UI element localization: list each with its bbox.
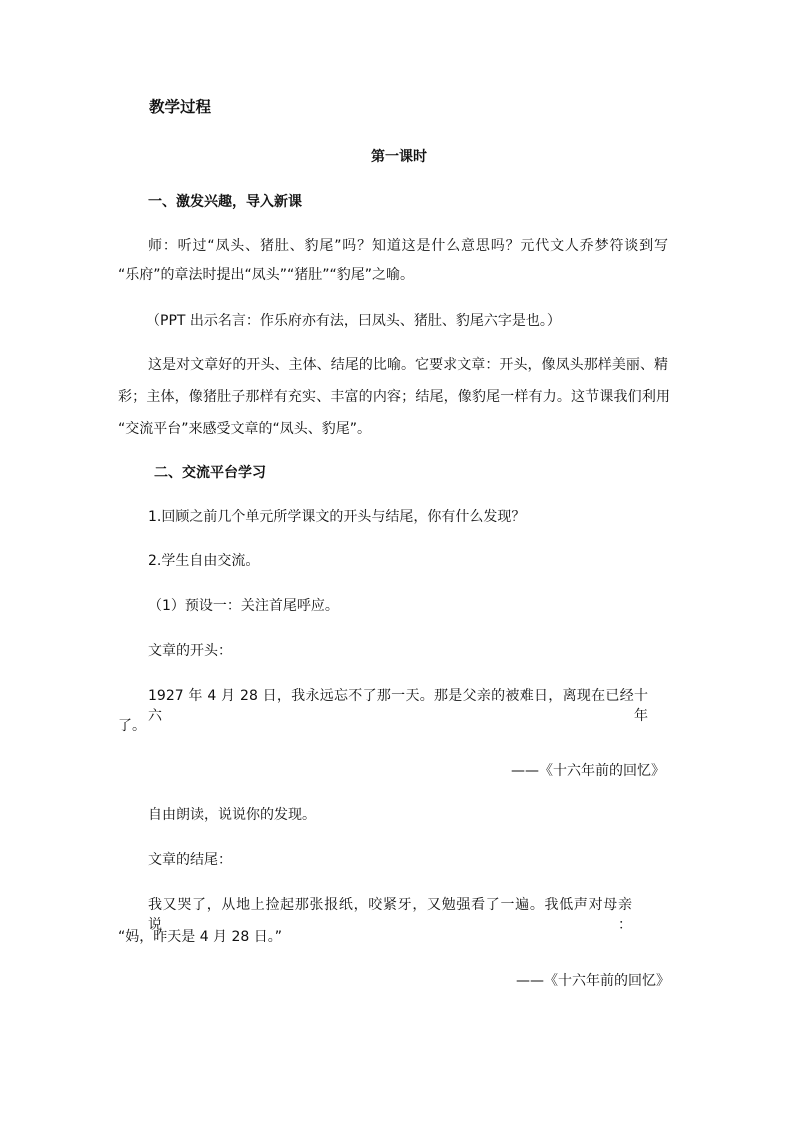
opening-quote-line2: 了。 xyxy=(118,718,146,734)
ending-quote-line1: 我又哭了，从地上捡起那张报纸，咬紧牙，又勉强看了一遍。我低声对母亲说： xyxy=(148,897,632,933)
opening-quote-line1: 1927 年 4 月 28 日，我永远忘不了那一天。那是父亲的被难日，离现在已经十六年 xyxy=(148,688,648,724)
ppt-quote: （PPT 出示名言：作乐府亦有法，曰凤头、猪肚、豹尾六字是也。） xyxy=(146,313,561,329)
paragraph1-line1: 师：听过“凤头、猪肚、豹尾”吗？知道这是什么意思吗？元代文人乔梦符谈到写 xyxy=(148,238,668,254)
opening-label: 文章的开头： xyxy=(148,643,232,659)
paragraph2-line3: “交流平台”来感受文章的“凤头、豹尾”。 xyxy=(118,421,372,437)
source-citation-2: ——《十六年前的回忆》 xyxy=(516,973,670,989)
source-citation-1: ——《十六年前的回忆》 xyxy=(511,763,665,779)
preset-1: （1）预设一：关注首尾呼应。 xyxy=(148,598,339,614)
free-reading: 自由朗读，说说你的发现。 xyxy=(148,807,316,823)
paragraph2-line2: 彩；主体，像猪肚子那样有充实、丰富的内容；结尾，像豹尾一样有力。这节课我们利用 xyxy=(118,389,670,405)
list-item-2: 2.学生自由交流。 xyxy=(148,553,260,569)
lesson-title: 第一课时 xyxy=(371,149,427,165)
ending-quote-line2: “妈，昨天是 4 月 28 日。” xyxy=(118,929,283,945)
part2-heading: 二、交流平台学习 xyxy=(154,465,266,481)
ending-label: 文章的结尾： xyxy=(148,852,232,868)
list-item-1: 1.回顾之前几个单元所学课文的开头与结尾，你有什么发现？ xyxy=(148,509,526,525)
paragraph2-line1: 这是对文章好的开头、主体、结尾的比喻。它要求文章：开头，像凤头那样美丽、精 xyxy=(148,357,668,373)
part1-heading: 一、激发兴趣，导入新课 xyxy=(148,194,302,210)
paragraph1-line2: “乐府”的章法时提出“凤头”“猪肚”“豹尾”之喻。 xyxy=(118,267,415,283)
section-title: 教学过程 xyxy=(149,98,212,116)
